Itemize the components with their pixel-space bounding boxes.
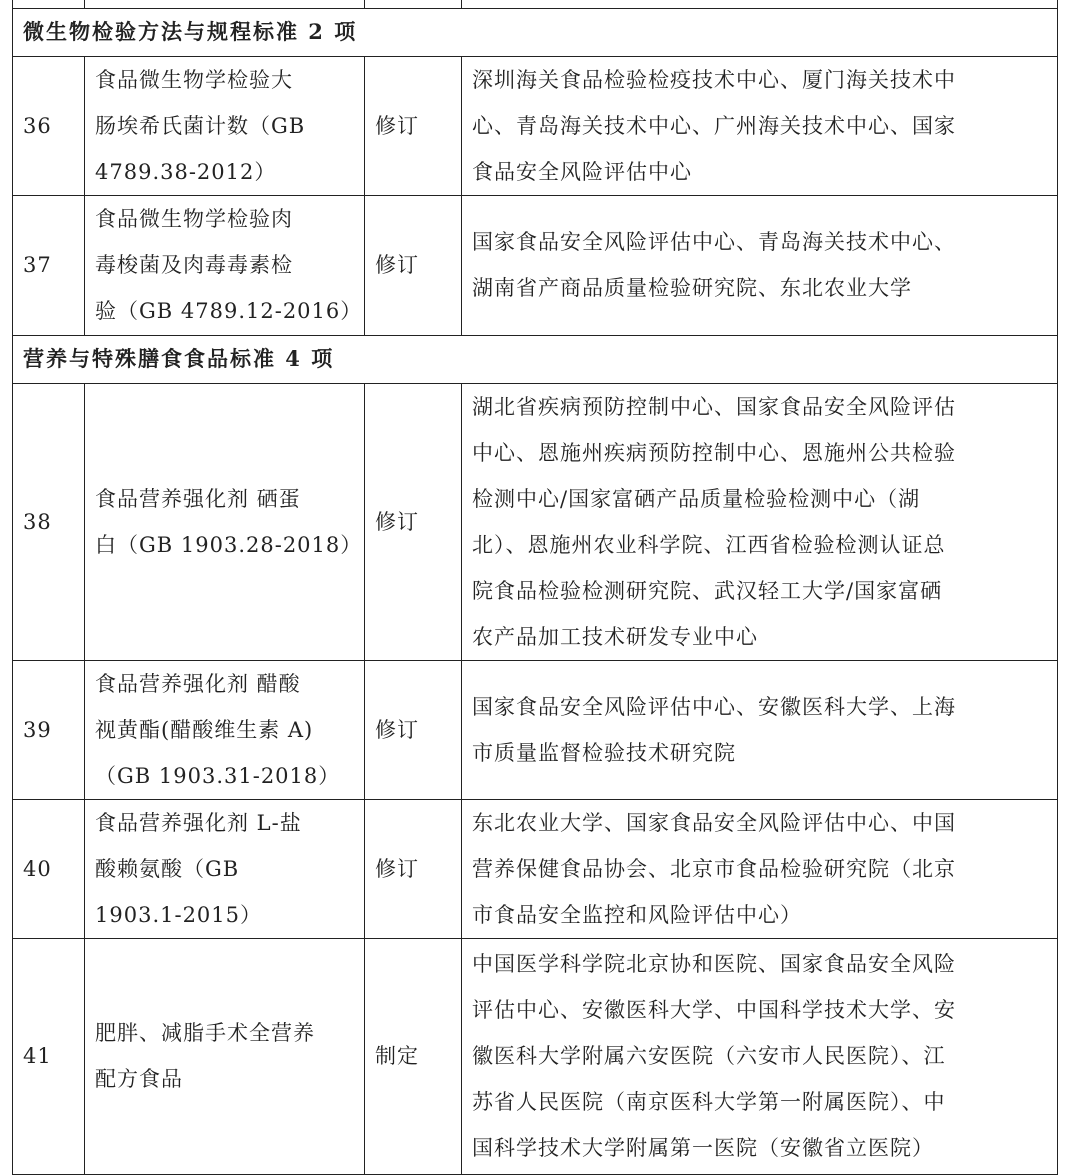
revision-type: 制定 bbox=[365, 938, 462, 1174]
organizations-text: 深圳海关食品检验检疫技术中心、厦门海关技术中 心、青岛海关技术中心、广州海关技术中心、国家 食品安全风险评估中心 bbox=[472, 67, 956, 184]
standard-name-text: 肥胖、减脂手术全营养 配方食品 bbox=[95, 1021, 315, 1091]
standard-name-text: 食品营养强化剂 硒蛋 白（GB 1903.28-2018） bbox=[95, 486, 363, 557]
table-row bbox=[13, 383, 1058, 660]
organizations-text: 东北农业大学、国家食品安全风险评估中心、中国 营养保健食品协会、北京市食品检验研究院（北京 市食品安全监控和风险评估中心） bbox=[472, 810, 956, 927]
table-row bbox=[13, 660, 1058, 799]
standard-name bbox=[85, 56, 365, 195]
revision-type: 修订 bbox=[365, 660, 462, 799]
table-row bbox=[13, 56, 1058, 195]
table-row bbox=[13, 799, 1058, 938]
responsible-organizations bbox=[462, 799, 1058, 938]
row-number: 40 bbox=[13, 799, 85, 938]
standard-name-text: 食品营养强化剂 醋酸 视黄酯(醋酸维生素 A) （GB 1903.31-2018） bbox=[95, 671, 341, 788]
responsible-organizations bbox=[462, 383, 1058, 660]
table-row bbox=[13, 195, 1058, 335]
row-number: 39 bbox=[13, 660, 85, 799]
organizations-text: 国家食品安全风险评估中心、安徽医科大学、上海 市质量监督检验技术研究院 bbox=[472, 694, 956, 765]
responsible-organizations bbox=[462, 938, 1058, 1174]
standard-name bbox=[85, 799, 365, 938]
table-row bbox=[13, 938, 1058, 1174]
revision-type: 修订 bbox=[365, 56, 462, 195]
row-number: 41 bbox=[13, 938, 85, 1174]
standard-name-text: 食品微生物学检验肉 毒梭菌及肉毒毒素检 验（GB 4789.12-2016） bbox=[95, 207, 363, 323]
organizations-text: 国家食品安全风险评估中心、青岛海关技术中心、 湖南省产商品质量检验研究院、东北农业大学 bbox=[472, 230, 956, 300]
standard-name bbox=[85, 383, 365, 660]
standards-table-page bbox=[12, 0, 1057, 1175]
section-title: 营养与特殊膳食食品标准 4 项 bbox=[13, 335, 1058, 383]
responsible-organizations bbox=[462, 195, 1058, 335]
responsible-organizations bbox=[462, 56, 1058, 195]
revision-type: 修订 bbox=[365, 799, 462, 938]
row-number: 36 bbox=[13, 56, 85, 195]
standard-name bbox=[85, 938, 365, 1174]
section-title: 微生物检验方法与规程标准 2 项 bbox=[13, 8, 1058, 56]
section-header-row bbox=[13, 8, 1058, 56]
responsible-organizations bbox=[462, 660, 1058, 799]
standard-name bbox=[85, 195, 365, 335]
organizations-text: 中国医学科学院北京协和医院、国家食品安全风险 评估中心、安徽医科大学、中国科学技术大学、安 徽医科大学附属六安医院（六安市人民医院）、江 苏省人民医院（南京医科大学第一附属医院）、中 国科学技术大学附属第一医院（安徽省立医院） bbox=[472, 952, 956, 1160]
row-number: 37 bbox=[13, 195, 85, 335]
standard-name-text: 食品营养强化剂 L-盐 酸赖氨酸（GB 1903.1-2015） bbox=[95, 810, 302, 927]
standard-name-text: 食品微生物学检验大 肠埃希氏菌计数（GB 4789.38-2012） bbox=[95, 67, 306, 184]
standard-name bbox=[85, 660, 365, 799]
standards-table bbox=[12, 0, 1058, 1175]
section-header-row bbox=[13, 335, 1058, 383]
revision-type: 修订 bbox=[365, 383, 462, 660]
row-number: 38 bbox=[13, 383, 85, 660]
table-top-continuation bbox=[13, 0, 1058, 8]
organizations-text: 湖北省疾病预防控制中心、国家食品安全风险评估 中心、恩施州疾病预防控制中心、恩施州公共检验 检测中心/国家富硒产品质量检验检测中心（湖 北）、恩施州农业科学院、江西省检验检测认证总 院食品检验检测研究院、武汉轻工大学/国家富硒 农产品加工技术研发专业中心 bbox=[472, 394, 956, 649]
revision-type: 修订 bbox=[365, 195, 462, 335]
